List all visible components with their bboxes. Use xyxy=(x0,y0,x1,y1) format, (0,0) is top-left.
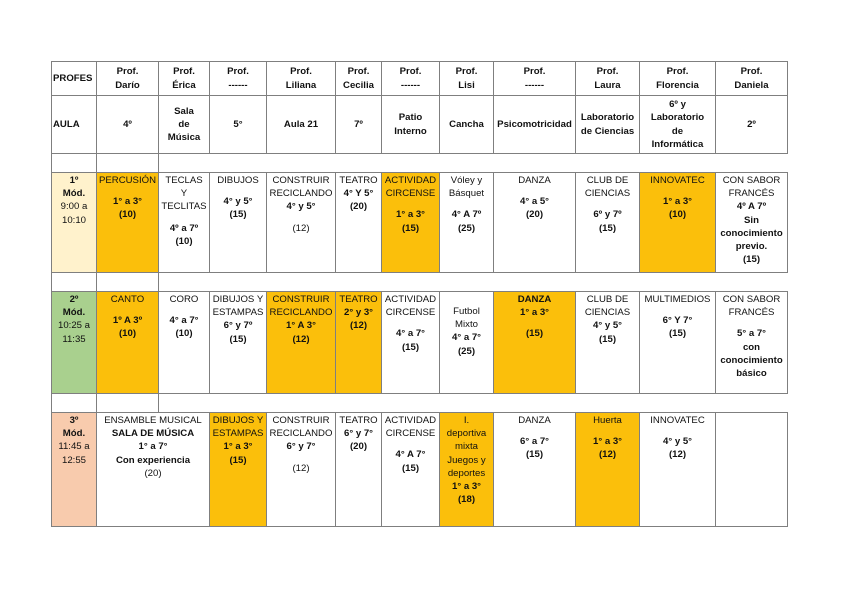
workshop-cell xyxy=(440,413,494,527)
schedule-wrapper xyxy=(51,61,788,527)
cell-text-line: (10) xyxy=(118,209,137,221)
workshop-cell xyxy=(576,292,640,394)
cell-text-line: ACTIVIDAD xyxy=(384,175,437,186)
spacer xyxy=(641,306,714,314)
cell-text-line: TEATRO xyxy=(339,415,378,426)
module-time-line: 12:55 xyxy=(61,454,86,466)
cell-text-line: SALA DE MÚSICA xyxy=(111,428,195,440)
workshop-cell xyxy=(210,173,267,273)
cell-text-line: 6° a 7° xyxy=(519,436,549,448)
schedule-table xyxy=(51,61,788,527)
cell-text-line: TECLAS xyxy=(165,175,203,186)
spacer xyxy=(495,319,574,327)
cell-text-line: 4° A 7º xyxy=(451,209,482,221)
cell-text-line: 4° y 5° xyxy=(223,196,253,208)
teacher-header xyxy=(440,62,494,96)
teacher-name-line: Érica xyxy=(172,79,196,91)
classroom-name-line: de xyxy=(178,118,190,130)
separator-cell xyxy=(97,394,159,413)
schedule-body xyxy=(52,62,788,527)
cell-text-line: conocimiento xyxy=(720,227,783,239)
module-label-line: Mód. xyxy=(62,188,86,200)
cell-text-line: 4° y 5° xyxy=(286,201,316,213)
module-label-cell xyxy=(52,413,97,527)
classroom-name-line: Informática xyxy=(651,138,704,150)
teacher-name-line: Lisi xyxy=(458,79,475,91)
profes-label: PROFES xyxy=(52,62,97,96)
cell-text-line: (12) xyxy=(292,462,310,474)
cell-text-line: CANTO xyxy=(110,294,145,305)
cell-text-line: TEATRO xyxy=(339,294,378,305)
teacher-header xyxy=(97,62,159,96)
cell-text-line: (20) xyxy=(144,467,162,479)
classroom-cell xyxy=(210,96,267,154)
cell-text-line: RECICLANDO xyxy=(269,428,333,440)
cell-text-line: ENSAMBLE MUSICAL xyxy=(104,415,202,426)
teacher-name-line: ------ xyxy=(524,79,545,91)
spacer xyxy=(98,187,157,195)
cell-text-line: (15) xyxy=(401,462,420,474)
classroom-name-line: Cancha xyxy=(449,118,484,130)
classroom-cell xyxy=(97,96,159,154)
cell-text-line: ESTAMPAS xyxy=(212,307,264,319)
profes-row xyxy=(52,62,788,96)
teacher-name-line: Cecilia xyxy=(343,79,374,91)
teacher-header xyxy=(640,62,716,96)
cell-text-line: 1° a 3° xyxy=(112,196,142,208)
cell-text-line: ACTIVIDAD xyxy=(384,294,437,305)
workshop-cell xyxy=(440,173,494,273)
cell-text-line: DANZA xyxy=(518,415,551,426)
cell-text-line: 1° a 3° xyxy=(223,441,253,453)
cell-text-line: CONSTRUIR xyxy=(272,294,330,305)
cell-text-line: (15) xyxy=(742,254,761,266)
cell-text-line: (12) xyxy=(349,320,368,332)
cell-text-line: RECICLANDO xyxy=(269,307,333,319)
separator-cell xyxy=(97,154,159,173)
teacher-name-line: Prof. xyxy=(455,66,478,78)
cell-text-line: ESTAMPAS xyxy=(212,428,264,440)
cell-text-line: (12) xyxy=(598,449,617,461)
cell-text-line: (15) xyxy=(525,328,544,340)
spacer xyxy=(495,427,574,435)
module-separator xyxy=(52,273,788,292)
cell-text-line: 1° a 3° xyxy=(451,481,481,493)
teacher-name-line: Prof. xyxy=(173,66,195,78)
cell-text-line: DIBUJOS Y xyxy=(212,415,264,426)
cell-text-line: Con experiencia xyxy=(115,454,191,466)
workshop-cell xyxy=(716,292,788,394)
aula-row xyxy=(52,96,788,154)
spacer xyxy=(441,293,492,305)
teacher-name-line: ------ xyxy=(400,79,421,91)
workshop-cell xyxy=(716,413,788,527)
cell-text-line: (10) xyxy=(175,328,193,340)
classroom-cell xyxy=(382,96,440,154)
cell-text-line: previo. xyxy=(735,241,768,253)
teacher-name-line: Prof. xyxy=(347,66,370,78)
spacer xyxy=(577,427,638,435)
aula-label: AULA xyxy=(52,96,97,154)
spacer xyxy=(383,440,438,448)
module-time-line: 11:45 a xyxy=(58,441,90,453)
cell-text-line: CIRCENSE xyxy=(385,307,436,319)
workshop-cell xyxy=(210,292,267,394)
separator-cell xyxy=(97,273,159,292)
module-label-line: 3º xyxy=(69,415,79,426)
cell-text-line: ACTIVIDAD xyxy=(384,415,437,426)
workshop-cell xyxy=(97,292,159,394)
workshop-cell xyxy=(159,292,210,394)
cell-text-line: (15) xyxy=(598,333,617,345)
cell-text-line: con xyxy=(742,341,761,353)
spacer xyxy=(160,306,208,314)
classroom-name-line: 4º xyxy=(123,118,132,130)
separator-cell xyxy=(52,154,97,173)
cell-text-line: RECICLANDO xyxy=(269,188,333,200)
cell-text-line: (10) xyxy=(118,328,137,340)
classroom-cell xyxy=(159,96,210,154)
cell-text-line: 4° Y 5° xyxy=(343,188,374,200)
teacher-header xyxy=(159,62,210,96)
module-separator xyxy=(52,154,788,173)
module-time-line: 9:00 a xyxy=(60,201,88,213)
teacher-header xyxy=(576,62,640,96)
cell-text-line: deportiva xyxy=(446,428,487,440)
classroom-name-line: 5° xyxy=(233,118,243,130)
cell-text-line: 6° y 7º xyxy=(223,320,253,332)
cell-text-line: TECLITAS xyxy=(161,201,207,213)
cell-text-line: (20) xyxy=(525,209,544,221)
teacher-header xyxy=(716,62,788,96)
teacher-header xyxy=(382,62,440,96)
workshop-cell xyxy=(716,173,788,273)
cell-text-line: DIBUJOS Y xyxy=(212,294,264,305)
cell-text-line: Sin xyxy=(744,214,759,226)
module-row xyxy=(52,173,788,273)
classroom-name-line: Interno xyxy=(394,125,427,137)
cell-text-line: (25) xyxy=(457,345,476,357)
workshop-cell xyxy=(382,413,440,527)
teacher-name-line: Prof. xyxy=(596,66,619,78)
teacher-name-line: Prof. xyxy=(290,66,312,78)
cell-text-line: DANZA xyxy=(517,294,552,305)
classroom-cell xyxy=(640,96,716,154)
classroom-name-line: 6º y xyxy=(669,99,686,111)
cell-text-line: 4° y 5° xyxy=(592,320,622,332)
cell-text-line: CON SABOR xyxy=(722,294,781,305)
spacer xyxy=(211,187,265,195)
cell-text-line: FRANCÉS xyxy=(728,307,775,319)
module-label-line: Mód. xyxy=(62,428,86,440)
workshop-cell xyxy=(494,173,576,273)
spacer xyxy=(441,200,492,208)
cell-text-line: (20) xyxy=(349,201,368,213)
teacher-name-line: Daniela xyxy=(734,79,769,91)
classroom-cell xyxy=(440,96,494,154)
separator-cell xyxy=(159,394,788,413)
cell-text-line: (18) xyxy=(457,494,476,506)
workshop-cell xyxy=(576,413,640,527)
separator-cell xyxy=(159,154,788,173)
workshop-cell xyxy=(336,292,382,394)
workshop-cell xyxy=(267,292,336,394)
cell-text-line: 1º A 3º xyxy=(112,315,143,327)
workshop-cell xyxy=(97,173,159,273)
teacher-header xyxy=(336,62,382,96)
cell-text-line: Básquet xyxy=(448,188,485,200)
spacer xyxy=(383,200,438,208)
teacher-name-line: Prof. xyxy=(399,66,422,78)
classroom-name-line: Música xyxy=(167,132,201,144)
teacher-name-line: Prof. xyxy=(523,66,546,78)
cell-text-line: (15) xyxy=(401,341,420,353)
module-time-line: 10:10 xyxy=(61,214,86,226)
cell-text-line: CIENCIAS xyxy=(584,188,631,200)
cell-text-line: 4° a 7° xyxy=(169,315,199,327)
workshop-cell xyxy=(336,173,382,273)
cell-text-line: 4° A 7° xyxy=(395,449,426,461)
cell-text-line: (15) xyxy=(668,328,687,340)
cell-text-line: 1° a 3° xyxy=(592,436,622,448)
module-label-line: 1º xyxy=(69,175,79,186)
cell-text-line: (10) xyxy=(668,209,687,221)
cell-text-line: 5° a 7° xyxy=(736,328,766,340)
cell-text-line: 6° y 7° xyxy=(286,441,316,453)
teacher-name-line: ------ xyxy=(228,79,248,91)
cell-text-line: 4º A 7º xyxy=(736,201,767,213)
workshop-cell xyxy=(494,292,576,394)
cell-text-line: (12) xyxy=(292,333,310,345)
cell-text-line: I. xyxy=(463,415,470,426)
module-label-cell xyxy=(52,292,97,394)
cell-text-line: (20) xyxy=(349,441,368,453)
workshop-cell xyxy=(210,413,267,527)
module-label-line: Mód. xyxy=(62,307,86,319)
classroom-name-line: Patio xyxy=(398,112,423,124)
cell-text-line: 6° Y 7° xyxy=(662,315,693,327)
spacer xyxy=(495,187,574,195)
cell-text-line: (25) xyxy=(457,222,476,234)
cell-text-line: 1° a 7° xyxy=(138,441,168,453)
workshop-cell xyxy=(97,413,210,527)
cell-text-line: 1° a 3° xyxy=(662,196,692,208)
cell-text-line: CON SABOR xyxy=(722,175,781,186)
cell-text-line: Juegos y xyxy=(447,454,486,466)
cell-text-line: DIBUJOS xyxy=(217,175,259,186)
spacer xyxy=(160,214,208,222)
module-label-line: 2º xyxy=(69,294,79,305)
module-label-cell xyxy=(52,173,97,273)
workshop-cell xyxy=(159,173,210,273)
cell-text-line: 1° a 3° xyxy=(395,209,425,221)
cell-text-line: DANZA xyxy=(518,175,551,186)
teacher-name-line: Liliana xyxy=(285,79,317,91)
workshop-cell xyxy=(494,413,576,527)
workshop-cell xyxy=(382,173,440,273)
cell-text-line: 4° y 5° xyxy=(662,436,692,448)
cell-text-line: 6° y 7° xyxy=(343,428,373,440)
teacher-name-line: Prof. xyxy=(740,66,763,78)
spacer xyxy=(641,427,714,435)
spacer xyxy=(717,319,786,327)
cell-text-line: (12) xyxy=(668,449,687,461)
workshop-cell xyxy=(576,173,640,273)
cell-text-line: (15) xyxy=(598,222,617,234)
classroom-cell xyxy=(336,96,382,154)
classroom-name-line: Sala xyxy=(174,105,194,117)
cell-text-line: Vóley y xyxy=(450,175,483,186)
cell-text-line: deportes xyxy=(447,467,486,479)
cell-text-line: (15) xyxy=(229,333,247,345)
cell-text-line: CLUB DE xyxy=(586,175,629,186)
cell-text-line: (15) xyxy=(229,209,247,221)
workshop-cell xyxy=(640,292,716,394)
cell-text-line: (15) xyxy=(525,449,544,461)
teacher-header xyxy=(494,62,576,96)
cell-text-line: CIRCENSE xyxy=(385,188,436,200)
cell-text-line: CORO xyxy=(169,294,199,305)
cell-text-line: 4° a 5° xyxy=(519,196,549,208)
cell-text-line: (15) xyxy=(401,222,420,234)
cell-text-line: TEATRO xyxy=(339,175,378,186)
classroom-name-line: Laboratorio xyxy=(580,112,635,124)
cell-text-line: PERCUSIÓN xyxy=(98,175,157,186)
spacer xyxy=(268,454,334,462)
workshop-cell xyxy=(336,413,382,527)
spacer xyxy=(268,214,334,222)
classroom-cell xyxy=(716,96,788,154)
module-row xyxy=(52,292,788,394)
cell-text-line: MULTIMEDIOS xyxy=(644,294,711,305)
teacher-name-line: Prof. xyxy=(666,66,689,78)
cell-text-line: 4° a 7° xyxy=(451,332,481,344)
teacher-name-line: Prof. xyxy=(227,66,249,78)
separator-cell xyxy=(52,394,97,413)
cell-text-line: 2° y 3° xyxy=(343,307,373,319)
cell-text-line: Huerta xyxy=(593,415,622,426)
cell-text-line: CONSTRUIR xyxy=(272,175,330,186)
classroom-name-line: 2º xyxy=(747,118,756,130)
teacher-name-line: Darío xyxy=(115,79,140,91)
workshop-cell xyxy=(640,173,716,273)
spacer xyxy=(383,319,438,327)
cell-text-line: 1° a 3° xyxy=(519,307,549,319)
workshop-cell xyxy=(267,413,336,527)
classroom-name-line: 7º xyxy=(354,118,363,130)
teacher-name-line: Florencia xyxy=(656,79,699,91)
classroom-name-line: de xyxy=(671,125,684,137)
cell-text-line: 4° a 7° xyxy=(395,328,425,340)
cell-text-line: Futbol xyxy=(453,306,480,317)
module-time-line: 10:25 a xyxy=(57,320,90,332)
teacher-header xyxy=(267,62,336,96)
cell-text-line: CIRCENSE xyxy=(385,428,436,440)
module-row xyxy=(52,413,788,527)
spacer xyxy=(641,187,714,195)
classroom-name-line: Aula 21 xyxy=(283,118,319,130)
spacer xyxy=(577,200,638,208)
cell-text-line: 6º y 7º xyxy=(593,209,622,221)
teacher-name-line: Laura xyxy=(594,79,621,91)
cell-text-line: INNOVATEC xyxy=(650,415,705,426)
spacer xyxy=(98,306,157,314)
cell-text-line: CLUB DE xyxy=(586,294,629,305)
cell-text-line: (10) xyxy=(175,235,193,247)
cell-text-line: Y xyxy=(180,188,188,200)
cell-text-line: (12) xyxy=(292,222,310,234)
classroom-name-line: de Ciencias xyxy=(580,125,635,137)
cell-text-line: (15) xyxy=(229,454,247,466)
cell-text-line: Mixto xyxy=(455,319,478,331)
classroom-name-line: Psicomotricidad xyxy=(497,118,572,130)
cell-text-line: 1° A 3° xyxy=(286,320,316,332)
cell-text-line: básico xyxy=(736,368,767,380)
classroom-name-line: Laboratorio xyxy=(650,112,705,124)
classroom-cell xyxy=(576,96,640,154)
module-separator xyxy=(52,394,788,413)
cell-text-line: 4º a 7º xyxy=(169,222,199,234)
cell-text-line: CONSTRUIR xyxy=(272,415,330,426)
workshop-cell xyxy=(440,292,494,394)
workshop-cell xyxy=(640,413,716,527)
workshop-cell xyxy=(382,292,440,394)
cell-text-line: FRANCÉS xyxy=(728,188,775,200)
module-time-line: 11:35 xyxy=(62,333,86,345)
classroom-cell xyxy=(494,96,576,154)
cell-text-line: CIENCIAS xyxy=(584,307,631,319)
separator-cell xyxy=(52,273,97,292)
classroom-cell xyxy=(267,96,336,154)
teacher-header xyxy=(210,62,267,96)
workshop-cell xyxy=(267,173,336,273)
cell-text-line: INNOVATEC xyxy=(650,175,705,186)
cell-text-line: conocimiento xyxy=(720,354,783,366)
teacher-name-line: Prof. xyxy=(116,66,139,78)
separator-cell xyxy=(159,273,788,292)
cell-text-line: mixta xyxy=(455,441,478,453)
